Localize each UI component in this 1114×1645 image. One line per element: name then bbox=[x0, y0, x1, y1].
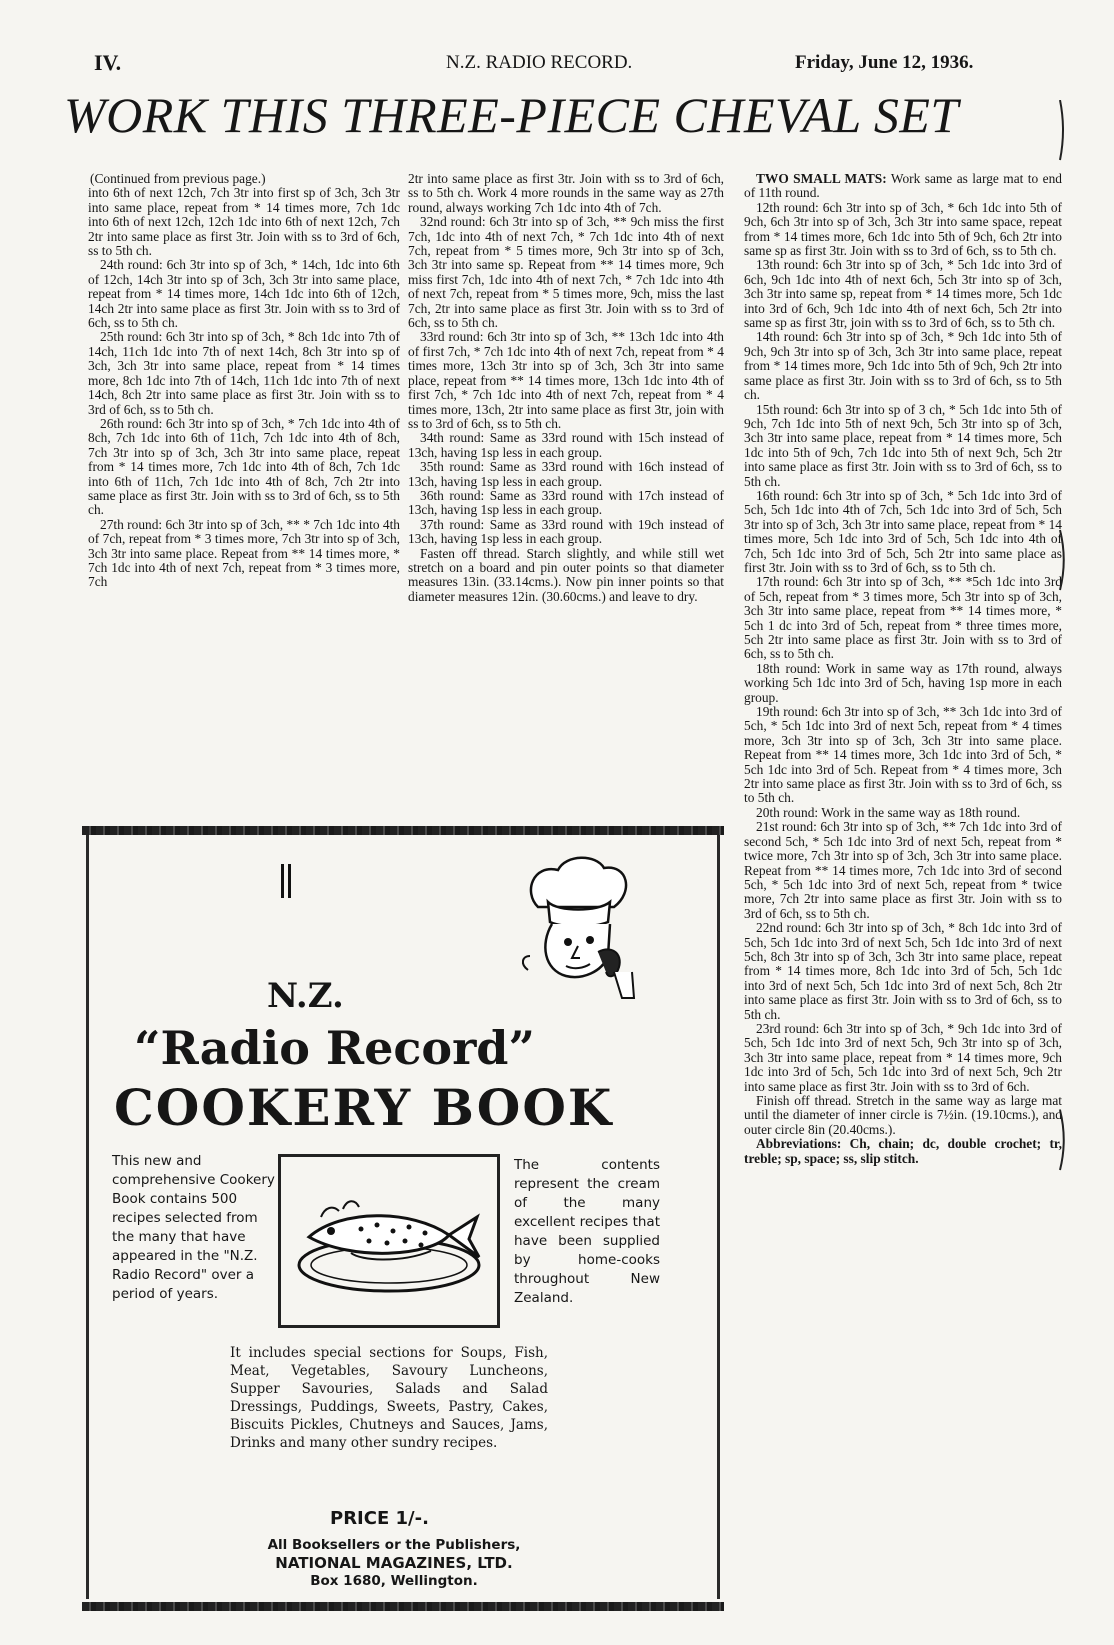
ad-left-border bbox=[86, 835, 89, 1599]
paragraph: 25th round: 6ch 3tr into sp of 3ch, * 8ch 1dc into 7th of 14ch, 11ch 1dc into 7th of next 14ch, 8ch 3tr into sp of 3ch, 3ch 3tr into same place, repeat from * 14 times more, 8ch 1dc into 7th of 14ch, 11ch 1dc into 7th of next 14ch, 8ch 2tr into same place as first 3tr. Join with ss to 3rd of 6ch, ss to 5th ch. bbox=[88, 329, 400, 417]
paragraph: 32nd round: 6ch 3tr into sp of 3ch, ** 9ch miss the first 7ch, 1dc into 4th of next 7ch, * 7ch 1dc into 4th of next 7ch, repeat from * 5 times more, 9ch 3tr into sp of 3ch, 3ch 3tr into same sp. Repeat from ** 14 times more, 9ch miss first 7ch, 1dc into 4th of next 7ch, * 7ch 1dc into 4th of next 7ch, repeat from * 5 times more, 9ch, miss the last 7ch, 2tr into same place as first 3tr. Join with ss to 3rd of 6ch, ss to 5th ch. bbox=[408, 214, 724, 331]
paragraph: 12th round: 6ch 3tr into sp of 3ch, * 6ch 1dc into 5th of 9ch, 6ch 3tr into sp of 3ch, 3ch 3tr into same space, repeat from * 14 times more, 6ch 1dc into 5th of 9ch, 6ch 2tr into same sp as first 3tr. Join with ss to 3rd of 6ch, ss to 5th ch. bbox=[744, 199, 1062, 259]
paragraph: 26th round: 6ch 3tr into sp of 3ch, * 7ch 1dc into 4th of 8ch, 7ch 1dc into 6th of 11ch, 7ch 1dc into 4th of 8ch, 7ch 3tr into sp of 3ch, 3ch 3tr into same place, repeat from * 14 times more, 7ch 1dc into 4th of 8ch, 7ch 1dc into 6th of 11ch, 7ch 1dc into 4th of 8ch, 7ch 2tr into same place as first 3tr. Join with ss to 3rd of 6ch, ss to 5th ch. bbox=[88, 415, 400, 518]
paragraph: 14th round: 6ch 3tr into sp of 3ch, * 9ch 1dc into 5th of 9ch, 9ch 3tr into sp of 3ch, 3ch 3tr into same place, repeat from * 14 times more, 9ch 1dc into 5th of 9ch, 9ch 2tr into same place as first 3tr. Join with ss to 3rd of 6ch, ss to 5th ch. bbox=[744, 329, 1062, 403]
ad-blurb-right: The contents represent the cream of the many excellent recipes that have been supplied by home-cooks throughout New Zealand. bbox=[514, 1157, 660, 1306]
publisher-line-2: NATIONAL MAGAZINES, LTD. bbox=[275, 1554, 513, 1572]
paragraph: 34th round: Same as 33rd round with 15ch instead of 13ch, having 1sp less in each group. bbox=[408, 430, 724, 460]
paragraph: 2tr into same place as first 3tr. Join with ss to 3rd of 6ch, ss to 5th ch. Work 4 more rounds in the same way as 27th round, always working 7ch 1dc into 4th of 7ch. bbox=[408, 171, 724, 215]
section-intro-text: Work same as large mat to end of 11th round. bbox=[744, 171, 1063, 201]
paragraph: Fasten off thread. Starch slightly, and while still wet stretch on a board and pin outer points so that diameter measures 13in. (33.14cms.). Now pin inner points so that diameter measures 12in. (30.60cms.) and leave to dry. bbox=[408, 545, 724, 604]
page-edge-marks bbox=[1058, 100, 1066, 1640]
article-headline: WORK THIS THREE-PIECE CHEVAL SET bbox=[64, 87, 959, 143]
ad-bottom-border bbox=[82, 1602, 724, 1611]
paragraph: 27th round: 6ch 3tr into sp of 3ch, ** * 7ch 1dc into 4th of 7ch, repeat from * 3 times more, 7ch 3tr into sp of 3ch, 3ch 3tr into same place. Repeat from ** 14 times more, * 7ch 1dc into 4th of next 7ch, repeat from * 3 times more, 7ch bbox=[88, 516, 400, 590]
ad-publisher-block bbox=[224, 1536, 564, 1590]
article-column-1 bbox=[88, 172, 400, 590]
paragraph: 18th round: Work in same way as 17th round, always working 5ch 1dc into 3rd of 5ch, having 1sp more in each group. bbox=[744, 660, 1062, 705]
quote-mark-icon bbox=[280, 862, 294, 902]
paragraph: 15th round: 6ch 3tr into sp of 3 ch, * 5ch 1dc into 5th of 9ch, 7ch 1dc into 5th of next 9ch, 5ch 3tr into sp of 3ch, 3ch 3tr into same place, repeat from * 14 times more, 5ch 1dc into 5th of 9ch, 7ch 1dc into 5th of next 9ch, 5ch 2tr into same place as first 3tr. Join with ss to 3rd of 6ch, ss to 5th ch. bbox=[744, 401, 1062, 489]
ad-right-border bbox=[717, 835, 720, 1599]
ad-top-border bbox=[82, 826, 724, 835]
paragraph: 36th round: Same as 33rd round with 17ch instead of 13ch, having 1sp less in each group. bbox=[408, 487, 724, 518]
paragraph: 23rd round: 6ch 3tr into sp of 3ch, * 9ch 1dc into 3rd of 5ch, 5ch 1dc into 3rd of next 5ch, 9ch 3tr into sp of 3ch, 3ch 3tr into same place, repeat from * 14 times more, 9ch 1dc into 3rd of 5ch, 5ch 1dc into 3rd of next 5ch, 9ch 2tr into same place as first 3tr. Join with ss to 3rd of 6ch. bbox=[744, 1020, 1062, 1094]
paragraph: Finish off thread. Stretch in the same way as large mat until the diameter of inner circle is 7½in. (19.10cms.), and outer circle 8in (20.40cms.). bbox=[744, 1093, 1062, 1137]
paragraph: 19th round: 6ch 3tr into sp of 3ch, ** 3ch 1dc into 3rd of 5ch, * 5ch 1dc into 3rd of next 5ch, repeat from * 4 times more, 3ch 3tr into sp of 3ch, 3ch 3tr into same place. Repeat from ** 14 times more, 3ch 1dc into 3rd of 5ch, * 5ch 1dc into 3rd of 5ch. Repeat from * 4 times more, 3ch 2tr into same place as first 3tr. Join with ss to 3rd of 6ch, ss to 5th ch. bbox=[744, 704, 1062, 806]
article-column-2 bbox=[408, 172, 724, 604]
cookery-book-advertisement bbox=[82, 826, 724, 1610]
abbreviations: Abbreviations: Ch, chain; dc, double crochet; tr, treble; sp, space; ss, slip stitch. bbox=[744, 1136, 1062, 1166]
ad-sections-text: It includes special sections for Soups, Fish, Meat, Vegetables, Savoury Luncheons, Supper Savouries, Salads and Salad Dressings, Puddings, Sweets, Pastry, Cakes, Biscuits Pickles, Chutneys and Sauces, Jams, Drinks and many other sundry recipes. bbox=[230, 1345, 548, 1451]
paragraph: into 6th of next 12ch, 7ch 3tr into first sp of 3ch, 3ch 3tr into same place, repeat from * 14 times more, 7ch 1dc into 6th of next 12ch, 12ch 1dc into 6th of next 12ch, 7ch 2tr into same place as first 3tr. Join with ss to 3rd of 6ch, ss to 5th ch. bbox=[88, 185, 400, 259]
paragraph: 20th round: Work in the same way as 18th round. bbox=[756, 804, 1021, 820]
article-column-3 bbox=[744, 172, 1062, 1166]
ad-blurb-left: This new and comprehensive Cookery Book contains 500 recipes selected from the many that have appeared in the "N.Z. Radio Record" over a period of years. bbox=[112, 1153, 275, 1302]
paragraph: 22nd round: 6ch 3tr into sp of 3ch, * 8ch 1dc into 3rd of 5ch, 5ch 1dc into 3rd of next 5ch, 5ch 1dc into 3rd of next 5ch, 8ch 3tr into sp of 3ch, 3ch 3tr into same place, repeat from * 14 times more, 8ch 1dc into 3rd of 5ch, 5ch 1dc into 3rd of next 5ch, 5ch 1dc into 3rd of next 5ch, 8ch 2tr into same place as first 3tr. Join with ss to 3rd of 6ch, ss to 5th ch. bbox=[744, 920, 1062, 1022]
paragraph: 13th round: 6ch 3tr into sp of 3ch, * 5ch 1dc into 3rd of 6ch, 9ch 1dc into 4th of next 6ch, 5ch 3tr into sp of 3ch, 3ch 3tr into same sp, repeat from * 14 times more, 5ch 1dc into 3rd of 6ch, 9ch 1dc into 4th of next 6ch, 5ch 2tr into same sp as first 3tr, join with ss to 3rd of 6ch, ss to 5th ch. bbox=[744, 257, 1062, 331]
issue-date: Friday, June 12, 1936. bbox=[795, 52, 974, 73]
chef-illustration-icon bbox=[518, 852, 638, 1002]
publisher-line-3: Box 1680, Wellington. bbox=[310, 1573, 478, 1589]
paragraph: 37th round: Same as 33rd round with 19ch instead of 13ch, having 1sp less in each group. bbox=[408, 516, 724, 547]
paragraph: 33rd round: 6ch 3tr into sp of 3ch, ** 13ch 1dc into 4th of first 7ch, * 7ch 1dc into 4th of next 7ch, repeat from * 4 times more, 13ch 3tr into sp of 3ch, 3ch 3tr into same place, repeat from ** 14 times more, 13ch 1dc into 4th of first 7ch, * 7ch 1dc into 4th of next 7ch, repeat from * 4 times more, 13ch, 2tr into same place as first 3tr, join with ss to 3rd of 6ch, ss to 5th ch. bbox=[408, 329, 724, 431]
paragraph: 21st round: 6ch 3tr into sp of 3ch, ** 7ch 1dc into 3rd of second 5ch, * 5ch 1dc into 3rd of next 5ch, repeat from * twice more, 7ch 3tr into sp of 3ch, 3ch 3tr into same place. Repeat from ** 14 times more, 7ch 1dc into 3rd of second 5ch, * 5ch 1dc into 3rd of next 5ch, repeat from * twice more, 7ch 2tr into same place as first 3tr. Join with ss to 3rd of 6ch, ss to 5th ch. bbox=[744, 819, 1062, 921]
page-number: IV. bbox=[94, 50, 122, 75]
publication-name: N.Z. RADIO RECORD. bbox=[446, 52, 633, 73]
paragraph: 17th round: 6ch 3tr into sp of 3ch, ** *5ch 1dc into 3rd of 5ch, repeat from * 3 times more, 5ch 3tr into sp of 3ch, 3ch 3tr into same place, repeat from ** 14 times more, * 5ch 1 dc into 3rd of 5ch, repeat from * three times more, 5ch 2tr into same place as first 3tr. Join with ss to 3rd of 6ch, ss to 5th ch. bbox=[744, 574, 1062, 662]
paragraph: 24th round: 6ch 3tr into sp of 3ch, * 14ch, 1dc into 6th of 12ch, 14ch 3tr into sp of 3ch, 3ch 3tr into same place, repeat from * 14 times more, 14ch 1dc into 6th of 12ch, 14ch 2tr into same place as first 3tr. Join with ss to 3rd of 6ch, ss to 5th ch. bbox=[88, 257, 400, 331]
fish-illustration-frame bbox=[278, 1154, 500, 1328]
ad-price: PRICE 1/-. bbox=[330, 1508, 429, 1529]
fish-dish-icon bbox=[281, 1157, 491, 1319]
continued-note: (Continued from previous page.) bbox=[90, 171, 266, 186]
ad-title: “Radio Record” bbox=[134, 1021, 535, 1075]
publisher-line-1: All Booksellers or the Publishers, bbox=[267, 1537, 521, 1553]
paragraph: 35th round: Same as 33rd round with 16ch instead of 13ch, having 1sp less in each group. bbox=[408, 459, 724, 489]
section-intro bbox=[744, 172, 1062, 201]
section-heading: TWO SMALL MATS: bbox=[756, 171, 887, 186]
ad-nz: N.Z. bbox=[267, 976, 344, 1016]
paragraph: 16th round: 6ch 3tr into sp of 3ch, * 5ch 1dc into 3rd of 5ch, 5ch 1dc into 4th of 7ch, 5ch 1dc into 3rd of 5ch, 5ch 3tr into sp of 3ch, 3ch 3tr into same place, repeat from * 14 times more, 5ch 1dc into 3rd of 5ch, 5ch 1dc into 4th of 7ch, 5ch 1dc into 3rd of 5ch, 5ch 2tr into same place as first 3tr. Join with ss to 3rd of 6ch, ss to 5th ch. bbox=[744, 487, 1062, 575]
ad-subtitle: COOKERY BOOK bbox=[114, 1078, 614, 1137]
